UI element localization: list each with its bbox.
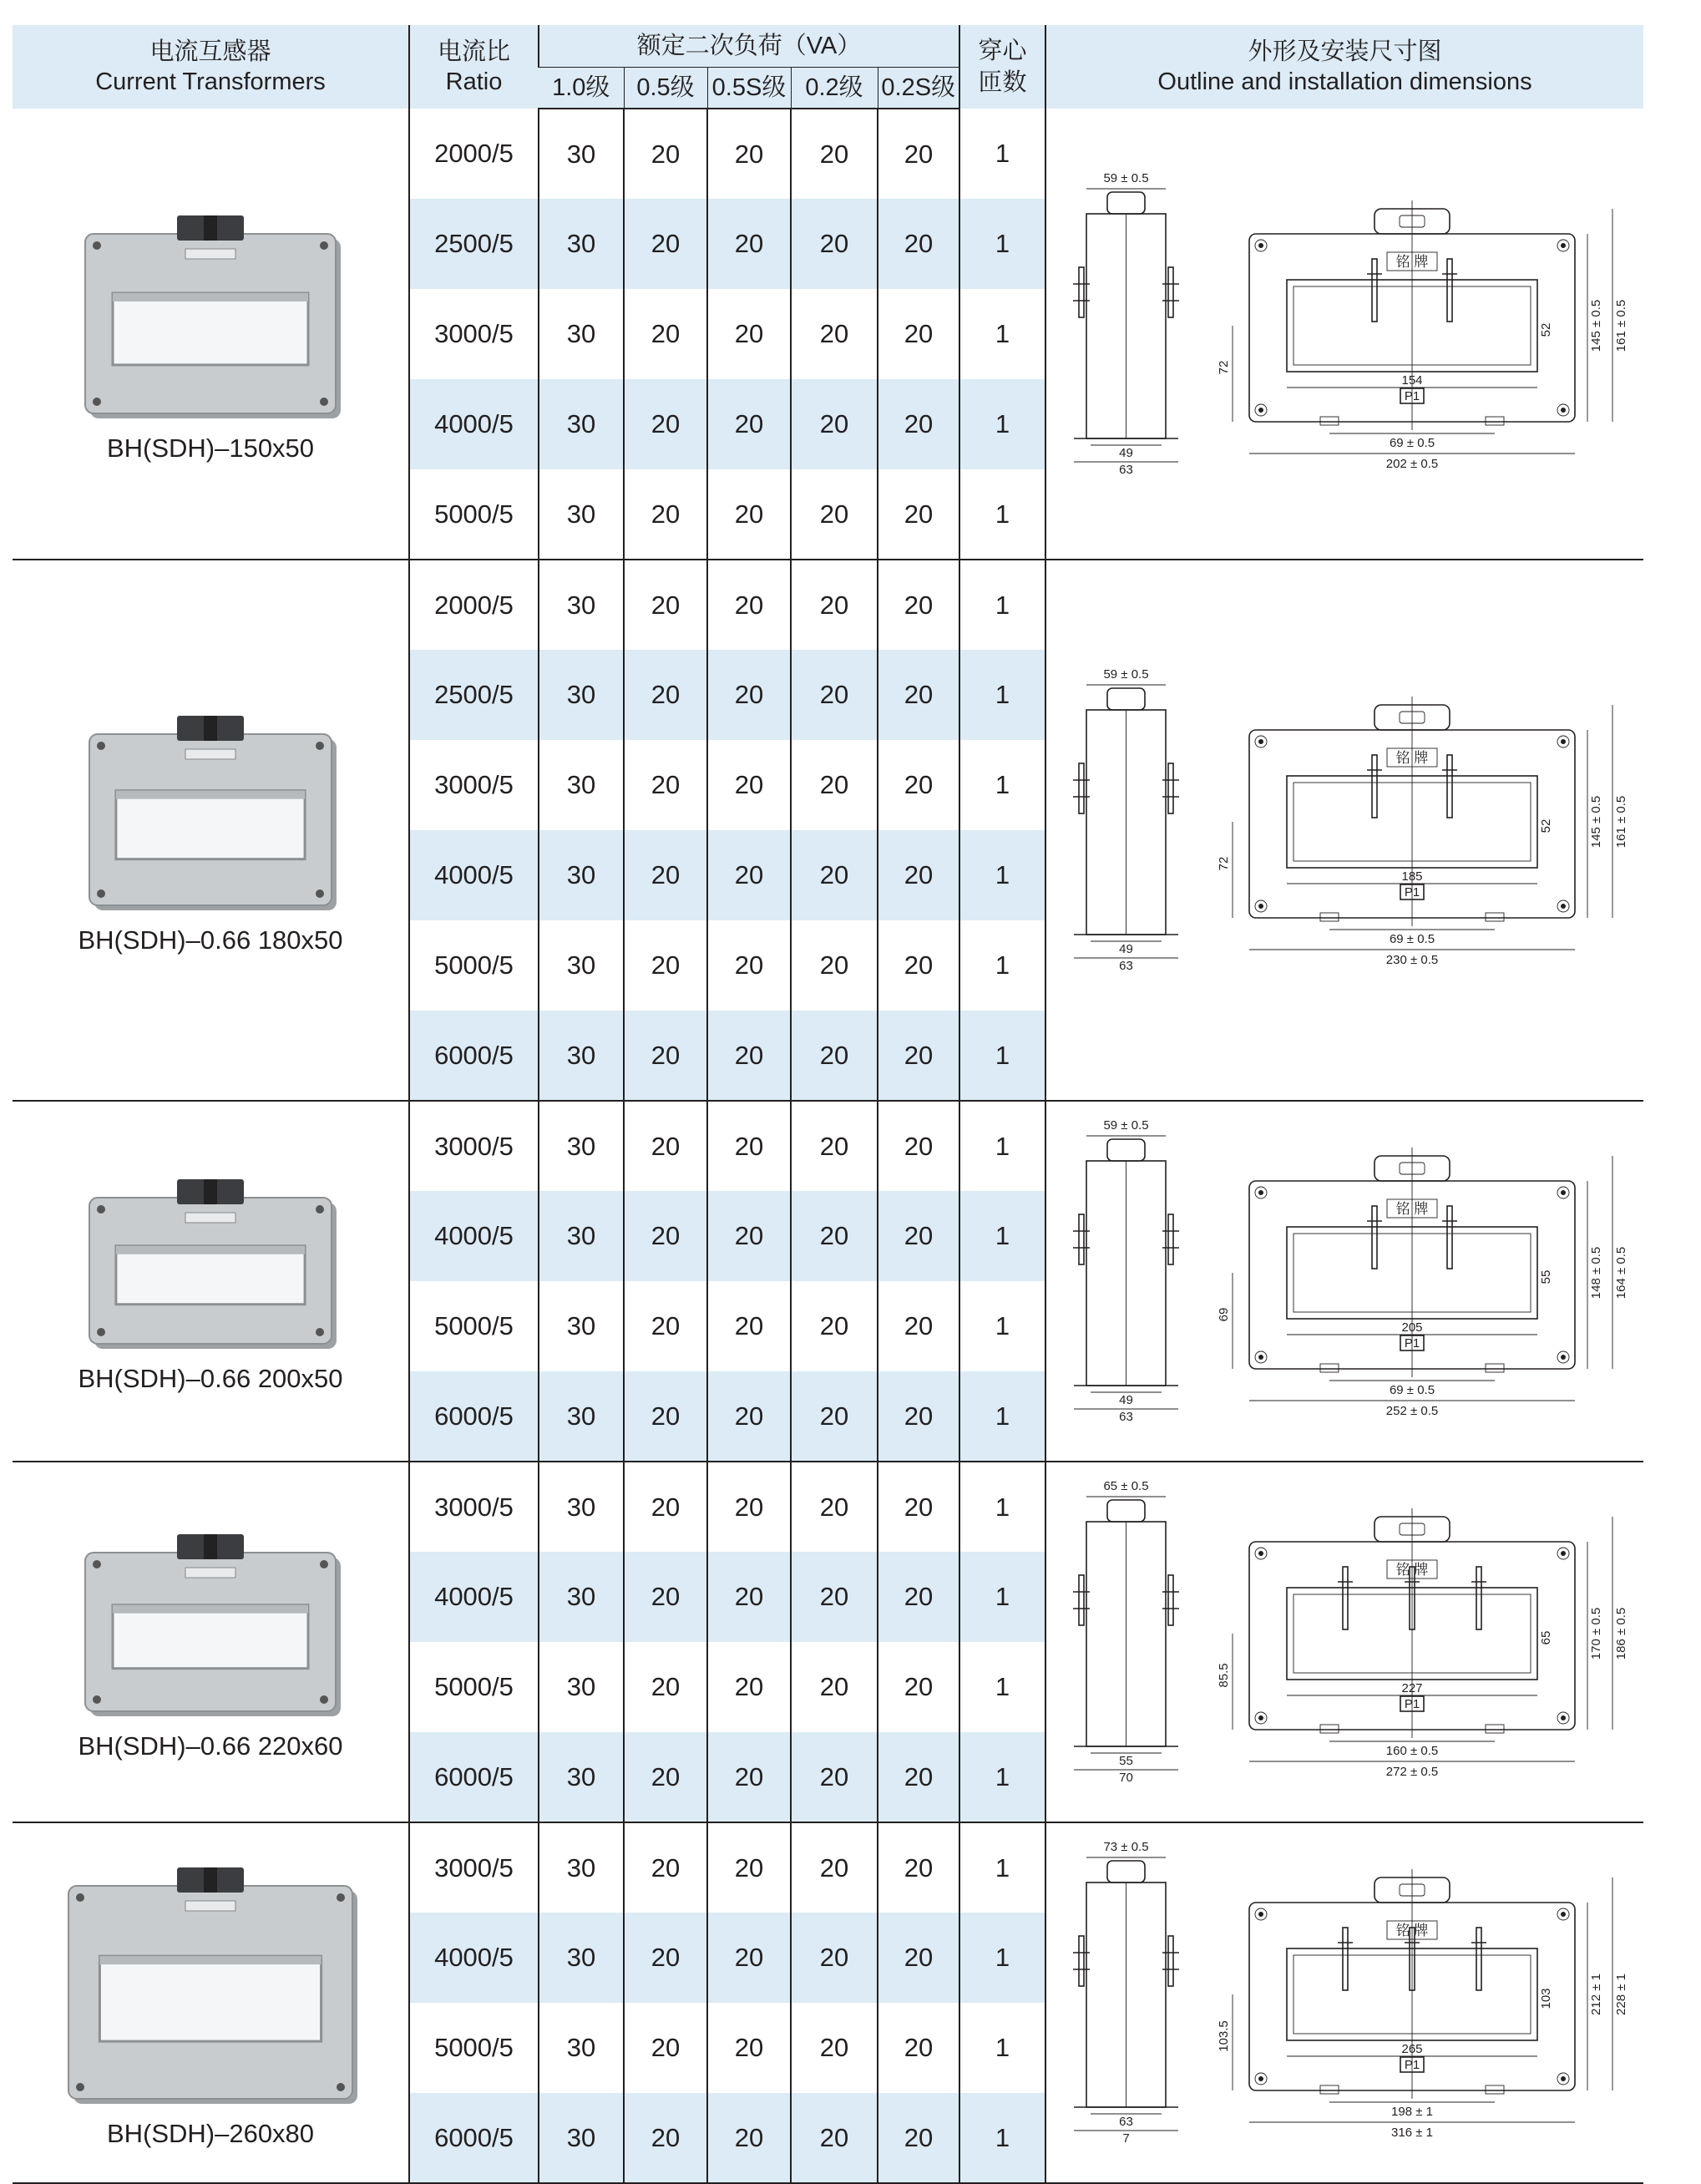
burden-cell: 20 [624, 1822, 707, 1913]
burden-cell: 20 [707, 560, 791, 650]
turns-cell: 1 [959, 650, 1045, 740]
ratio-cell: 4000/5 [409, 1913, 539, 2003]
dim-side-top: 73 ± 0.5 [1102, 1840, 1149, 1854]
burden-cell: 20 [624, 289, 707, 379]
burden-cell: 20 [624, 1462, 707, 1552]
table-body [13, 109, 1643, 2183]
current-transformer-photo [81, 705, 340, 914]
terminal-label: P1 [1404, 885, 1420, 899]
dim-total-width: 252 ± 0.5 [1385, 1404, 1438, 1418]
burden-cell: 20 [878, 1822, 959, 1913]
dim-side-inner: 55 [1118, 1754, 1133, 1768]
ratio-cell: 6000/5 [409, 1011, 539, 1101]
burden-cell: 20 [878, 560, 959, 650]
table-row [13, 1462, 1643, 1552]
ratio-cell: 4000/5 [409, 830, 539, 920]
turns-cell: 1 [959, 740, 1045, 830]
dim-body-height: 145 ± 0.5 [1588, 299, 1603, 352]
outline-dimension-diagram [1057, 159, 1633, 509]
dim-window-height: 65 [1538, 1630, 1553, 1645]
burden-cell: 20 [707, 1371, 791, 1462]
turns-cell: 1 [959, 1552, 1045, 1642]
dim-side-outer: 63 [1118, 1410, 1133, 1424]
dim-body-height: 212 ± 1 [1588, 1974, 1603, 2015]
dim-mount-width: 198 ± 1 [1390, 2105, 1433, 2119]
outline-dimension-diagram [1057, 1109, 1633, 1453]
burden-cell: 20 [791, 740, 878, 830]
turns-cell: 1 [959, 1191, 1045, 1281]
model-name: BH(SDH)–0.66 180x50 [78, 925, 343, 955]
header-class-2: 0.5级 [624, 67, 707, 109]
turns-cell: 1 [959, 1913, 1045, 2003]
burden-cell: 20 [791, 2093, 878, 2183]
ratio-cell: 2500/5 [409, 650, 539, 740]
turns-cell: 1 [959, 1732, 1045, 1822]
burden-cell: 30 [539, 1642, 624, 1732]
burden-cell: 20 [624, 1011, 707, 1101]
header-ratio-en: Ratio [445, 68, 503, 95]
turns-cell: 1 [959, 1281, 1045, 1371]
dim-side-outer: 70 [1118, 1771, 1133, 1785]
burden-cell: 20 [878, 740, 959, 830]
ratio-cell: 2000/5 [409, 109, 539, 199]
burden-cell: 30 [539, 2093, 624, 2183]
dim-body-height: 170 ± 0.5 [1588, 1607, 1603, 1660]
side-view [1073, 1479, 1179, 1785]
dim-window-width: 205 [1400, 1320, 1423, 1335]
burden-cell: 30 [539, 830, 624, 920]
header-turns [959, 25, 1045, 109]
burden-cell: 20 [624, 469, 707, 560]
dim-window-width: 265 [1400, 2042, 1423, 2056]
burden-cell: 20 [791, 2003, 878, 2093]
table-row [13, 1101, 1643, 1191]
burden-cell: 30 [539, 920, 624, 1011]
header-class-5: 0.2S级 [878, 67, 959, 109]
turns-cell: 1 [959, 1462, 1045, 1552]
dim-side-top: 65 ± 0.5 [1102, 1479, 1149, 1493]
burden-cell: 20 [791, 469, 878, 560]
ratio-cell: 4000/5 [409, 1191, 539, 1281]
ratio-cell: 2000/5 [409, 560, 539, 650]
dim-total-height: 161 ± 0.5 [1613, 299, 1628, 352]
header-product-en: Current Transformers [95, 68, 326, 95]
model-name: BH(SDH)–150x50 [106, 433, 315, 463]
dim-side-inner: 63 [1118, 2115, 1133, 2129]
turns-cell: 1 [959, 1371, 1045, 1462]
nameplate-label: 铭 牌 [1395, 750, 1428, 766]
ratio-cell: 5000/5 [409, 2003, 539, 2093]
model-name: BH(SDH)–260x80 [106, 2119, 315, 2148]
burden-cell: 20 [878, 2093, 959, 2183]
dim-total-width: 272 ± 0.5 [1385, 1765, 1438, 1779]
burden-cell: 20 [707, 289, 791, 379]
ratio-cell: 5000/5 [409, 920, 539, 1011]
ratio-cell: 5000/5 [409, 1642, 539, 1732]
dim-window-height: 52 [1538, 818, 1553, 834]
burden-cell: 20 [791, 199, 878, 289]
dimension-drawing-cell [1045, 109, 1643, 560]
burden-cell: 20 [624, 920, 707, 1011]
header-ratio [409, 25, 539, 109]
table-row [13, 109, 1643, 199]
burden-cell: 20 [707, 1732, 791, 1822]
burden-cell: 30 [539, 1011, 624, 1101]
burden-cell: 20 [878, 920, 959, 1011]
current-transformer-photo [77, 205, 344, 422]
dim-side-top: 59 ± 0.5 [1102, 667, 1149, 682]
outline-dimension-diagram [1057, 1470, 1633, 1814]
burden-cell: 20 [878, 469, 959, 560]
burden-cell: 20 [878, 1462, 959, 1552]
burden-cell: 20 [791, 1642, 878, 1732]
ratio-cell: 3000/5 [409, 1462, 539, 1552]
burden-cell: 30 [539, 1191, 624, 1281]
dim-window-width: 227 [1400, 1681, 1423, 1695]
burden-cell: 20 [791, 920, 878, 1011]
dim-total-height: 161 ± 0.5 [1613, 795, 1628, 849]
burden-cell: 20 [624, 1101, 707, 1191]
current-transformer-photo [81, 1168, 340, 1352]
burden-cell: 30 [539, 469, 624, 560]
burden-cell: 30 [539, 650, 624, 740]
dimension-drawing-cell [1045, 1822, 1643, 2183]
burden-cell: 30 [539, 1732, 624, 1822]
burden-cell: 20 [791, 289, 878, 379]
burden-cell: 30 [539, 1913, 624, 2003]
header-turns-cn: 穿心匝数 [978, 38, 1027, 96]
burden-cell: 20 [707, 1822, 791, 1913]
burden-cell: 20 [878, 1642, 959, 1732]
dim-window-height: 103 [1538, 1988, 1553, 2009]
terminal-label: P1 [1404, 1697, 1420, 1711]
ratio-cell: 3000/5 [409, 1101, 539, 1191]
product-photo-cell [13, 109, 409, 560]
burden-cell: 20 [624, 560, 707, 650]
burden-cell: 30 [539, 1371, 624, 1462]
burden-cell: 20 [791, 109, 878, 199]
dim-height-offset: 72 [1216, 360, 1231, 374]
burden-cell: 20 [878, 1101, 959, 1191]
dim-window-width: 154 [1400, 372, 1423, 388]
turns-cell: 1 [959, 109, 1045, 199]
burden-cell: 30 [539, 740, 624, 830]
dim-window-height: 52 [1538, 322, 1553, 337]
turns-cell: 1 [959, 289, 1045, 379]
burden-cell: 30 [539, 560, 624, 650]
burden-cell: 20 [791, 1552, 878, 1642]
dim-total-width: 316 ± 1 [1390, 2126, 1433, 2140]
burden-cell: 20 [624, 740, 707, 830]
dim-total-width: 202 ± 0.5 [1385, 456, 1438, 471]
burden-cell: 30 [539, 199, 624, 289]
burden-cell: 20 [791, 650, 878, 740]
turns-cell: 1 [959, 469, 1045, 560]
model-name: BH(SDH)–0.66 220x60 [78, 1730, 343, 1761]
dim-mount-width: 69 ± 0.5 [1389, 435, 1435, 450]
ratio-cell: 3000/5 [409, 289, 539, 379]
dim-total-height: 228 ± 1 [1613, 1974, 1628, 2015]
side-view [1073, 1840, 1179, 2146]
side-view [1073, 171, 1179, 477]
current-transformer-photo [60, 1857, 361, 2107]
burden-cell: 20 [791, 1101, 878, 1191]
burden-cell: 20 [878, 830, 959, 920]
turns-cell: 1 [959, 2003, 1045, 2093]
front-view [1217, 1148, 1628, 1418]
ratio-cell: 5000/5 [409, 469, 539, 560]
dim-total-height: 164 ± 0.5 [1613, 1246, 1628, 1300]
terminal-label: P1 [1404, 2058, 1420, 2072]
ratio-cell: 4000/5 [409, 1552, 539, 1642]
spec-sheet [13, 25, 1643, 2184]
dim-side-top: 59 ± 0.5 [1102, 1118, 1149, 1133]
burden-cell: 30 [539, 1101, 624, 1191]
burden-cell: 20 [624, 1552, 707, 1642]
burden-cell: 20 [791, 830, 878, 920]
burden-cell: 20 [624, 199, 707, 289]
burden-cell: 20 [791, 1822, 878, 1913]
dim-total-width: 230 ± 0.5 [1385, 953, 1438, 967]
burden-cell: 30 [539, 109, 624, 199]
dim-mount-width: 69 ± 0.5 [1389, 932, 1435, 946]
ct-spec-table [13, 25, 1643, 2184]
burden-cell: 20 [791, 1011, 878, 1101]
dim-window-height: 55 [1538, 1269, 1553, 1285]
burden-cell: 20 [707, 199, 791, 289]
burden-cell: 20 [707, 830, 791, 920]
turns-cell: 1 [959, 830, 1045, 920]
burden-cell: 30 [539, 1822, 624, 1913]
ratio-cell: 3000/5 [409, 740, 539, 830]
dimension-drawing-cell [1045, 560, 1643, 1101]
header-burden: 额定二次负荷（VA） [539, 25, 959, 67]
front-view [1217, 1869, 1628, 2140]
dim-height-offset: 103.5 [1216, 2020, 1231, 2052]
burden-cell: 20 [624, 1371, 707, 1462]
nameplate-label: 铭 牌 [1395, 1562, 1428, 1578]
burden-cell: 20 [624, 1732, 707, 1822]
dim-side-inner: 49 [1118, 942, 1133, 956]
burden-cell: 20 [624, 2003, 707, 2093]
header-outline [1045, 25, 1643, 109]
nameplate-label: 铭 牌 [1395, 253, 1428, 270]
burden-cell: 20 [624, 830, 707, 920]
turns-cell: 1 [959, 1101, 1045, 1191]
dimension-drawing-cell [1045, 1101, 1643, 1462]
header-ratio-cn: 电流比 [437, 38, 510, 65]
burden-cell: 20 [707, 1913, 791, 2003]
outline-dimension-diagram [1057, 1831, 1633, 2175]
ratio-cell: 4000/5 [409, 379, 539, 469]
burden-cell: 20 [707, 379, 791, 469]
burden-cell: 20 [707, 2003, 791, 2093]
burden-cell: 20 [791, 379, 878, 469]
burden-cell: 20 [791, 560, 878, 650]
header-class-3: 0.5S级 [707, 67, 791, 109]
side-view [1073, 1118, 1179, 1424]
turns-cell: 1 [959, 1822, 1045, 1913]
product-photo-cell [13, 1462, 409, 1822]
dim-window-width: 185 [1400, 869, 1423, 884]
header-outline-cn: 外形及安装尺寸图 [1248, 38, 1442, 65]
dim-side-outer: 63 [1118, 462, 1133, 477]
dim-height-offset: 85.5 [1216, 1663, 1231, 1688]
dim-mount-width: 69 ± 0.5 [1389, 1383, 1435, 1397]
side-view [1073, 667, 1179, 973]
dim-body-height: 148 ± 0.5 [1588, 1246, 1603, 1300]
burden-cell: 20 [791, 1913, 878, 2003]
burden-cell: 20 [624, 109, 707, 199]
header-outline-en: Outline and installation dimensions [1157, 68, 1532, 95]
ratio-cell: 6000/5 [409, 1371, 539, 1462]
header-class-1: 1.0级 [539, 67, 624, 109]
turns-cell: 1 [959, 379, 1045, 469]
burden-cell: 20 [624, 1191, 707, 1281]
burden-cell: 20 [707, 1552, 791, 1642]
turns-cell: 1 [959, 1011, 1045, 1101]
burden-cell: 30 [539, 1552, 624, 1642]
burden-cell: 30 [539, 1462, 624, 1552]
burden-cell: 20 [624, 2093, 707, 2183]
burden-cell: 20 [707, 650, 791, 740]
turns-cell: 1 [959, 1642, 1045, 1732]
burden-cell: 20 [707, 920, 791, 1011]
dim-total-height: 186 ± 0.5 [1613, 1607, 1628, 1660]
burden-cell: 20 [878, 109, 959, 199]
burden-cell: 20 [791, 1732, 878, 1822]
burden-cell: 20 [707, 1011, 791, 1101]
burden-cell: 20 [707, 1281, 791, 1371]
burden-cell: 20 [624, 1281, 707, 1371]
burden-cell: 20 [878, 2003, 959, 2093]
dim-height-offset: 72 [1216, 856, 1231, 871]
ratio-cell: 2500/5 [409, 199, 539, 289]
turns-cell: 1 [959, 199, 1045, 289]
burden-cell: 20 [707, 740, 791, 830]
burden-cell: 20 [624, 650, 707, 740]
nameplate-label: 铭 牌 [1395, 1923, 1428, 1938]
ratio-cell: 3000/5 [409, 1822, 539, 1913]
table-row [13, 560, 1643, 650]
dim-height-offset: 69 [1216, 1307, 1231, 1322]
burden-cell: 20 [878, 1913, 959, 2003]
burden-cell: 20 [791, 1281, 878, 1371]
header-class-4: 0.2级 [791, 67, 878, 109]
product-photo-cell [13, 1822, 409, 2183]
ratio-cell: 5000/5 [409, 1281, 539, 1371]
table-header [13, 25, 1643, 109]
ratio-cell: 6000/5 [409, 1732, 539, 1822]
dim-body-height: 145 ± 0.5 [1588, 795, 1603, 849]
burden-cell: 20 [707, 1101, 791, 1191]
terminal-label: P1 [1404, 388, 1420, 403]
burden-cell: 20 [707, 1191, 791, 1281]
header-product [13, 25, 409, 109]
burden-cell: 20 [707, 1642, 791, 1732]
burden-cell: 30 [539, 379, 624, 469]
front-view [1217, 697, 1628, 967]
turns-cell: 1 [959, 2093, 1045, 2183]
burden-cell: 20 [624, 379, 707, 469]
table-row [13, 1822, 1643, 1913]
burden-cell: 20 [878, 1281, 959, 1371]
burden-cell: 20 [878, 1191, 959, 1281]
burden-cell: 20 [791, 1371, 878, 1462]
dim-side-inner: 49 [1118, 1393, 1133, 1407]
dim-side-outer: 7 [1121, 2131, 1130, 2146]
front-view [1217, 1508, 1628, 1779]
burden-cell: 20 [878, 1011, 959, 1101]
burden-cell: 20 [707, 1462, 791, 1552]
burden-cell: 20 [878, 289, 959, 379]
dim-side-outer: 63 [1118, 959, 1133, 973]
outline-dimension-diagram [1057, 655, 1633, 1006]
header-product-cn: 电流互感器 [149, 38, 271, 65]
product-photo-cell [13, 560, 409, 1101]
ratio-cell: 6000/5 [409, 2093, 539, 2183]
burden-cell: 20 [878, 650, 959, 740]
terminal-label: P1 [1404, 1336, 1420, 1350]
burden-cell: 20 [878, 1732, 959, 1822]
model-name: BH(SDH)–0.66 200x50 [78, 1364, 343, 1393]
dim-side-inner: 49 [1118, 445, 1133, 460]
burden-cell: 20 [791, 1462, 878, 1552]
burden-cell: 20 [878, 1371, 959, 1462]
nameplate-label: 铭 牌 [1395, 1201, 1428, 1217]
burden-cell: 30 [539, 2003, 624, 2093]
burden-cell: 20 [624, 1642, 707, 1732]
burden-cell: 20 [791, 1191, 878, 1281]
dim-side-top: 59 ± 0.5 [1102, 170, 1149, 185]
dimension-drawing-cell [1045, 1462, 1643, 1822]
turns-cell: 1 [959, 920, 1045, 1011]
product-photo-cell [13, 1101, 409, 1462]
burden-cell: 20 [707, 469, 791, 560]
burden-cell: 20 [878, 379, 959, 469]
burden-cell: 20 [707, 109, 791, 199]
burden-cell: 30 [539, 1281, 624, 1371]
burden-cell: 20 [624, 1913, 707, 2003]
burden-cell: 20 [878, 1552, 959, 1642]
current-transformer-photo [77, 1523, 344, 1720]
front-view [1217, 200, 1628, 471]
burden-cell: 20 [878, 199, 959, 289]
dim-mount-width: 160 ± 0.5 [1385, 1744, 1438, 1758]
turns-cell: 1 [959, 560, 1045, 650]
burden-cell: 30 [539, 289, 624, 379]
burden-cell: 20 [707, 2093, 791, 2183]
